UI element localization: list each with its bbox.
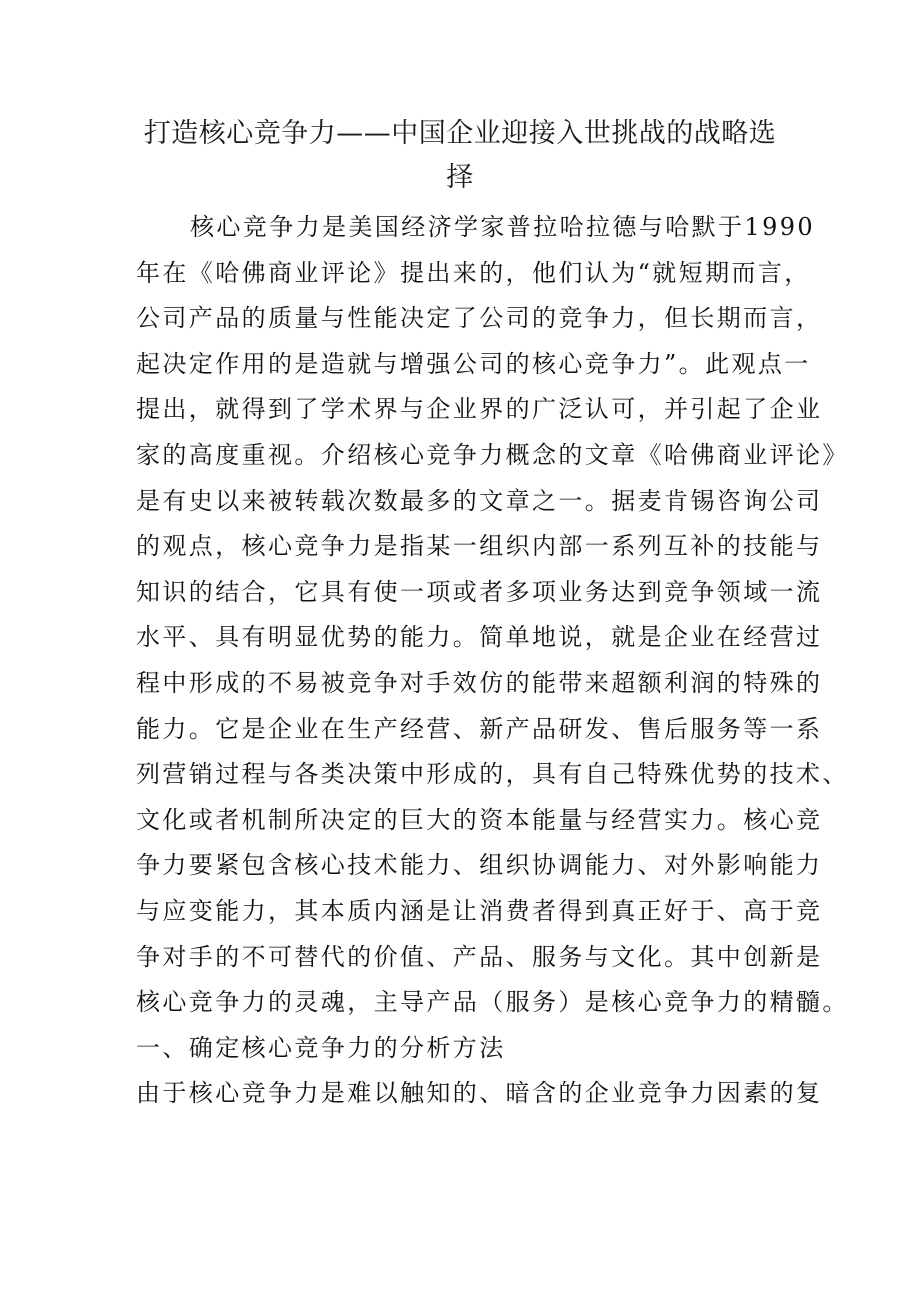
paragraph-line: 能力。它是企业在生产经营、新产品研发、售后服务等一系 xyxy=(136,714,823,743)
paragraph-line: 公司产品的质量与性能决定了公司的竞争力，但长期而言， xyxy=(136,304,823,333)
section-heading: 一、确定核心竞争力的分析方法 xyxy=(136,1033,506,1062)
paragraph-line: 家的高度重视。介绍核心竞争力概念的文章《哈佛商业评论》 xyxy=(136,440,849,469)
title-line-2: 择 xyxy=(446,162,474,193)
paragraph-line: 争力要紧包含核心技术能力、组织协调能力、对外影响能力 xyxy=(136,851,823,880)
paragraph-line: 年在《哈佛商业评论》提出来的，他们认为“就短期而言， xyxy=(136,258,811,287)
paragraph-line: 的观点，核心竞争力是指某一组织内部一系列互补的技能与 xyxy=(136,532,823,561)
paragraph-line: 知识的结合，它具有使一项或者多项业务达到竞争领域一流 xyxy=(136,577,823,606)
title-line-1: 打造核心竞争力——中国企业迎接入世挑战的战略选 xyxy=(143,118,777,149)
document-title xyxy=(120,112,800,200)
paragraph-line: 程中形成的不易被竞争对手效仿的能带来超额利润的特殊的 xyxy=(136,668,823,697)
paragraph-line: 争对手的不可替代的价值、产品、服务与文化。其中创新是 xyxy=(136,942,823,971)
paragraph-line: 核心竞争力的灵魂，主导产品（服务）是核心竞争力的精髓。 xyxy=(136,988,849,1017)
paragraph-line: 文化或者机制所决定的巨大的资本能量与经营实力。核心竞 xyxy=(136,805,823,834)
paragraph-line: 列营销过程与各类决策中形成的，具有自己特殊优势的技术、 xyxy=(136,760,849,789)
paragraph-line: 水平、具有明显优势的能力。简单地说，就是企业在经营过 xyxy=(136,623,823,652)
document-body xyxy=(136,205,849,1117)
paragraph-line: 与应变能力，其本质内涵是让消费者得到真正好于、高于竞 xyxy=(136,896,823,925)
paragraph-line: 由于核心竞争力是难以触知的、暗含的企业竞争力因素的复 xyxy=(136,1079,823,1108)
paragraph-line: 是有史以来被转载次数最多的文章之一。据麦肯锡咨询公司 xyxy=(136,486,823,515)
paragraph-line: 起决定作用的是造就与增强公司的核心竞争力”。此观点一 xyxy=(136,349,811,378)
paragraph-line: 提出，就得到了学术界与企业界的广泛认可，并引起了企业 xyxy=(136,395,823,424)
paragraph-line: 核心竞争力是美国经济学家普拉哈拉德与哈默于1990 xyxy=(190,213,816,241)
